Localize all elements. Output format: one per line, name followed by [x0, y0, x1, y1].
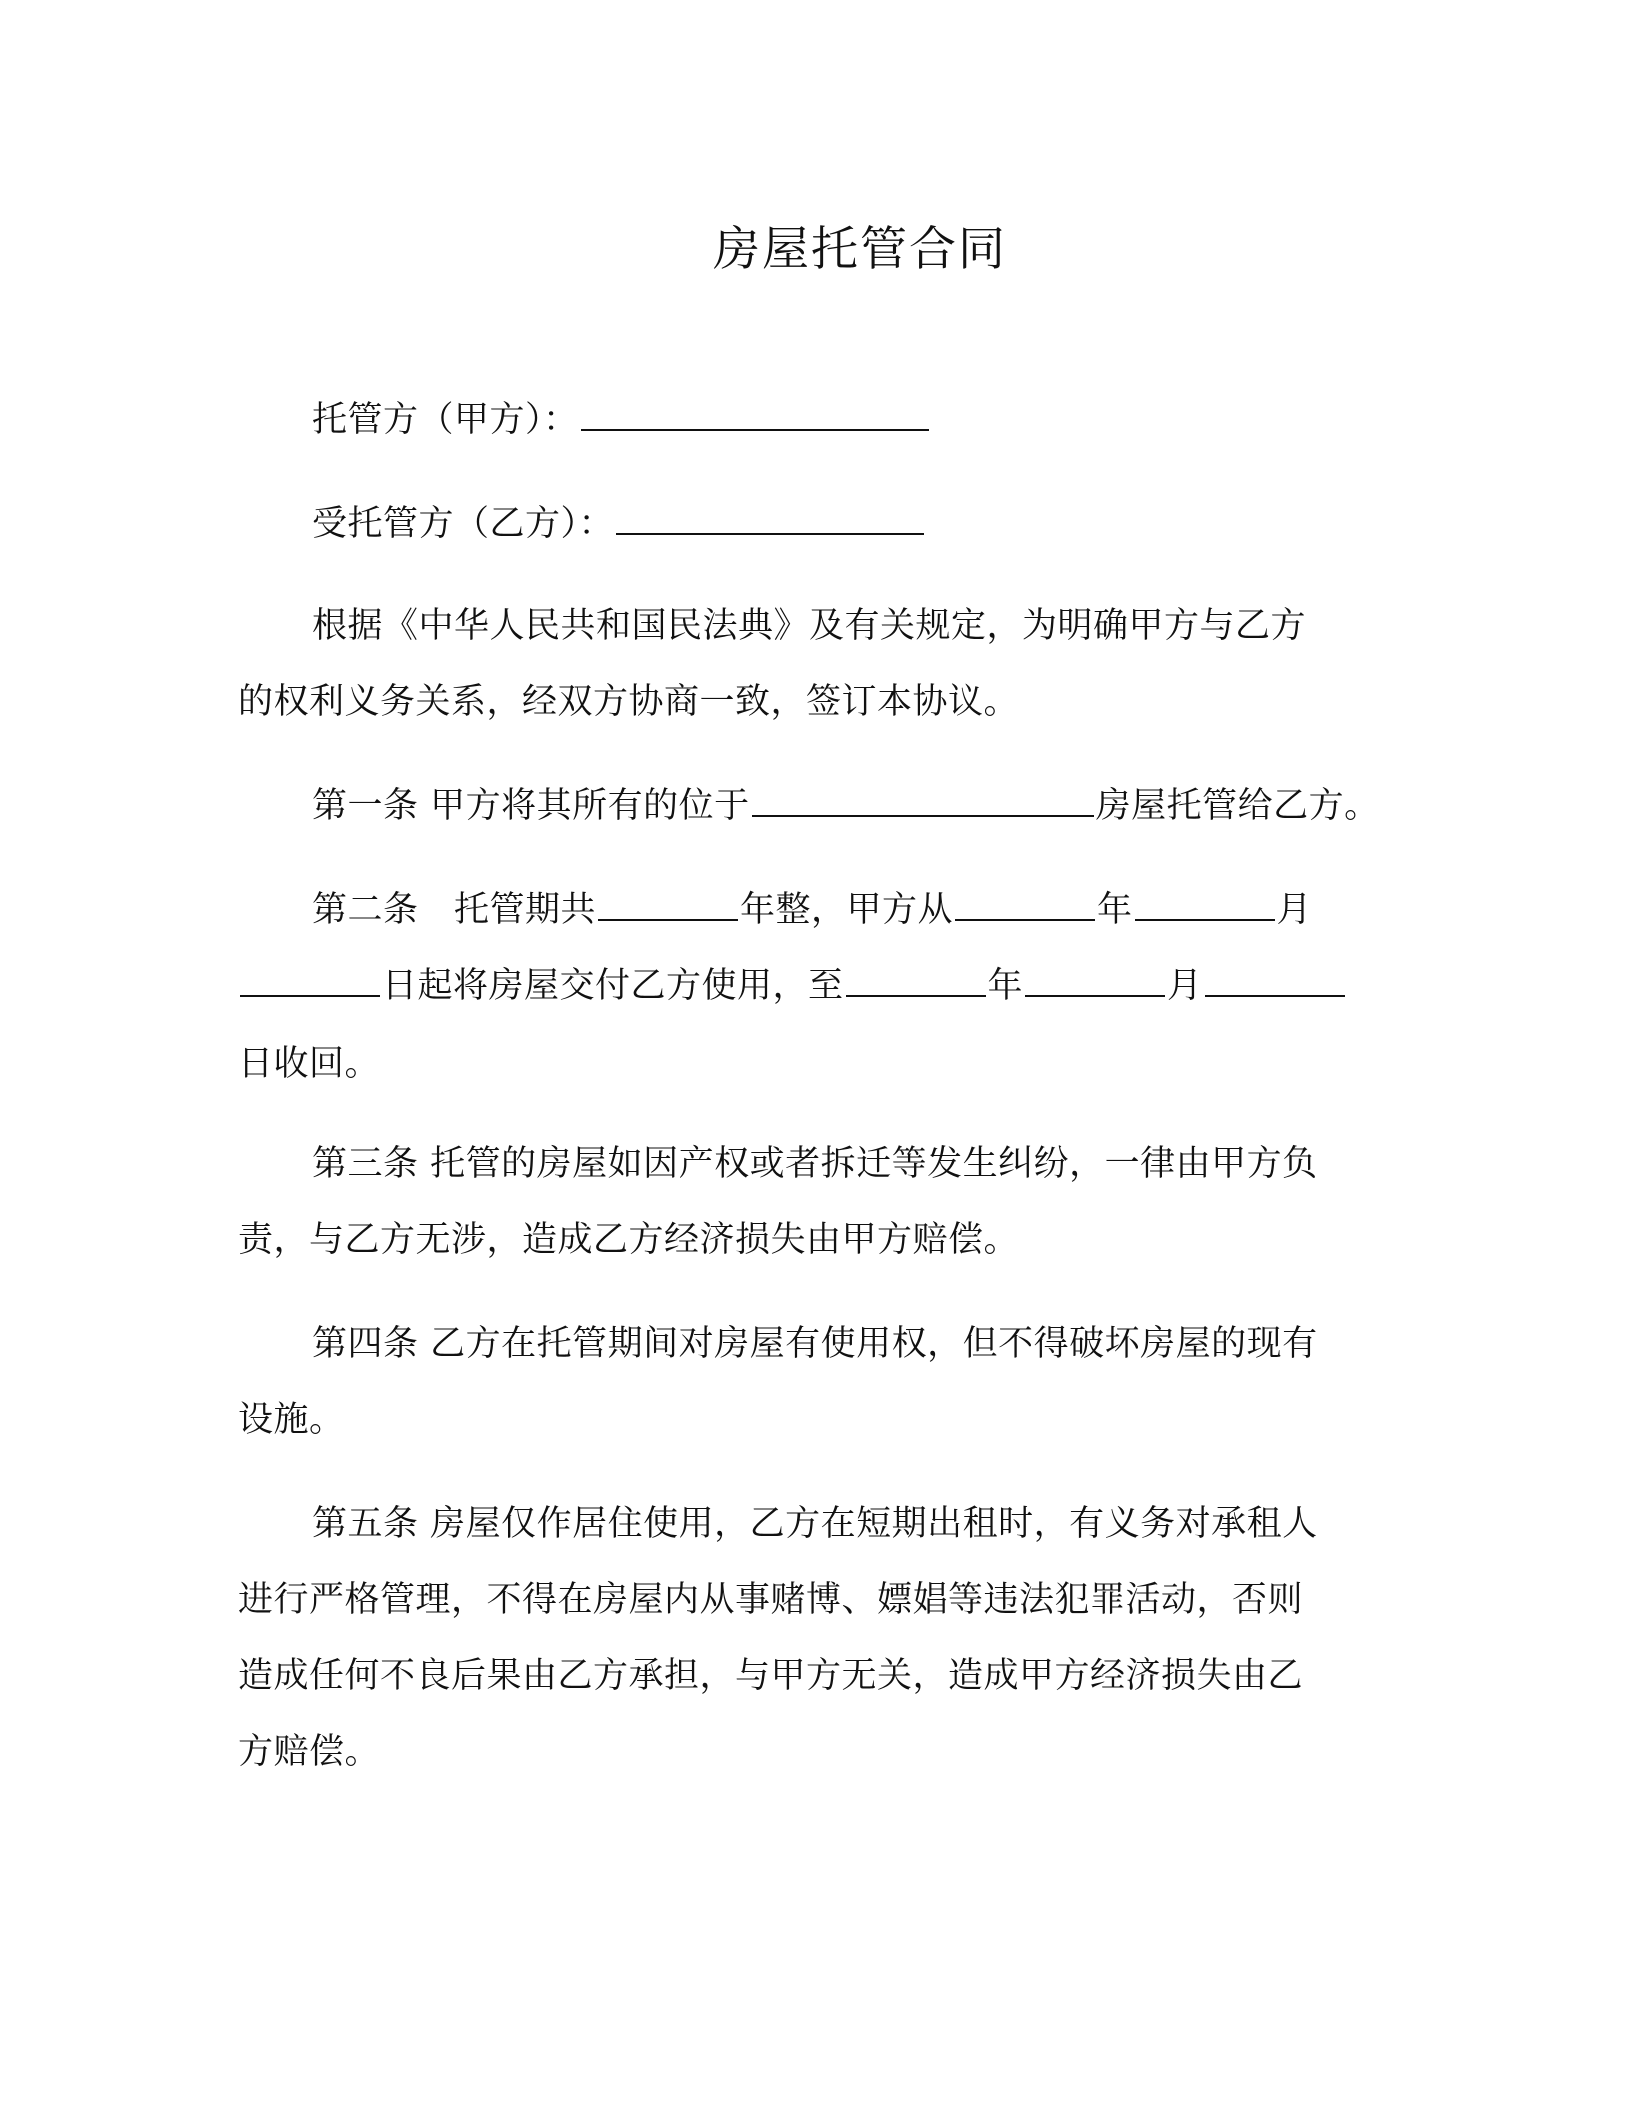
article-3-line-2: 责，与乙方无涉，造成乙方经济损失由甲方赔偿。 — [238, 1220, 1020, 1260]
article-2-part-4: 月 — [1276, 890, 1313, 930]
article-3-line-1: 第三条 托管的房屋如因产权或者拆迁等发生纠纷，一律由甲方负 — [312, 1144, 1318, 1184]
term-years-blank[interactable] — [598, 889, 738, 921]
start-month-blank[interactable] — [1135, 889, 1275, 921]
article-5-line-1: 第五条 房屋仅作居住使用，乙方在短期出租时，有义务对承租人 — [312, 1504, 1318, 1544]
article-1-location-blank[interactable] — [752, 785, 1094, 817]
article-1-suffix: 房屋托管给乙方。 — [1095, 786, 1380, 826]
party-a-line — [312, 396, 931, 444]
article-4-line-2: 设施。 — [238, 1400, 345, 1440]
party-a-label: 托管方（甲方）： — [312, 400, 579, 440]
article-2-part-7: 月 — [1167, 966, 1203, 1006]
article-2-line-3: 日收回。 — [238, 1044, 381, 1084]
end-year-blank[interactable] — [846, 965, 986, 997]
article-5-line-4: 方赔偿。 — [238, 1732, 381, 1772]
article-1 — [312, 782, 1380, 830]
article-2-part-5: 日起将房屋交付乙方使用，至 — [382, 966, 844, 1006]
preamble-line-2: 的权利义务关系，经双方协商一致，签订本协议。 — [238, 682, 1020, 722]
party-a-blank[interactable] — [581, 399, 929, 431]
article-4-line-1: 第四条 乙方在托管期间对房屋有使用权，但不得破坏房屋的现有 — [312, 1324, 1318, 1364]
preamble-line-1: 根据《中华人民共和国民法典》及有关规定，为明确甲方与乙方 — [312, 606, 1307, 646]
article-5-line-3: 造成任何不良后果由乙方承担，与甲方无关，造成甲方经济损失由乙 — [238, 1656, 1304, 1696]
document-title: 房屋托管合同 — [713, 222, 1007, 277]
article-2-part-1: 第二条 托管期共 — [312, 890, 597, 930]
article-5-line-2: 进行严格管理，不得在房屋内从事赌博、嫖娼等违法犯罪活动，否则 — [238, 1580, 1304, 1620]
article-2-part-3: 年 — [1097, 890, 1133, 930]
article-2-part-2: 年整，甲方从 — [740, 890, 954, 930]
party-b-blank[interactable] — [616, 503, 924, 535]
party-b-label: 受托管方（乙方）： — [312, 504, 615, 544]
end-day-blank[interactable] — [1205, 965, 1345, 997]
article-2-line-1 — [312, 886, 1312, 934]
start-year-blank[interactable] — [955, 889, 1095, 921]
article-1-prefix: 第一条 甲方将其所有的位于 — [312, 786, 750, 826]
end-month-blank[interactable] — [1025, 965, 1165, 997]
article-2-line-2 — [238, 962, 1347, 1010]
start-day-blank[interactable] — [240, 965, 380, 997]
article-2-part-6: 年 — [987, 966, 1024, 1006]
party-b-line — [312, 500, 926, 548]
